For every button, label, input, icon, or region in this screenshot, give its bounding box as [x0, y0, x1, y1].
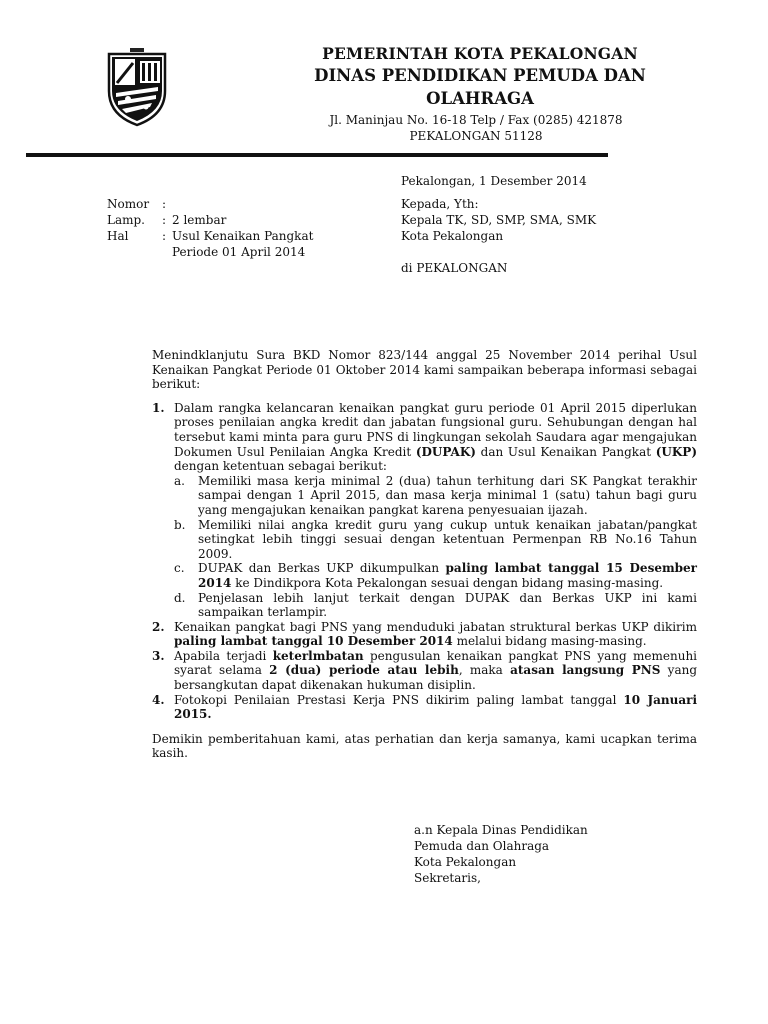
- signature-line: Pemuda dan Olahraga: [414, 839, 550, 853]
- signature-title: Sekretaris,: [414, 871, 481, 885]
- meta-sep: :: [162, 197, 167, 211]
- list-text: [174, 693, 697, 722]
- meta-sep: :: [162, 229, 167, 243]
- sub-text: [198, 561, 697, 590]
- meta-key: Hal: [107, 229, 129, 243]
- sub-text: Memiliki nilai angka kredit guru yang cukup untuk kenaikan jabatan/pangkat setingkat lebih tinggi sesuai dengan ketentuan Permenpan RB No.16 Tahun 2009.: [198, 517, 697, 561]
- sub-text: Memiliki masa kerja minimal 2 (dua) tahun terhitung dari SK Pangkat terakhir sampai dengan 1 April 2015, dan masa kerja minimal 1 (satu) tahun bagi guru yang mengajukan kenaikan pangkat karena penyesuaian ijazah.: [198, 473, 697, 517]
- text-run: DUPAK dan Berkas UKP dikumpulkan: [198, 561, 446, 576]
- agency-name-line2: OLAHRAGA: [426, 89, 534, 108]
- text-run: Kenaikan pangkat bagi PNS yang menduduki jabatan struktural berkas UKP dikirim: [174, 619, 697, 634]
- text-run: ke Dindikpora Kota Pekalongan sesuai dengan bidang masing-masing.: [231, 575, 664, 590]
- letter-body: [152, 348, 697, 761]
- sub-letter: d.: [174, 590, 186, 605]
- numbered-list: [152, 401, 697, 722]
- agency-name-line1: DINAS PENDIDIKAN PEMUDA DAN: [314, 66, 646, 85]
- meta-row-nomor: [107, 196, 313, 212]
- letterhead: [280, 44, 680, 109]
- bold-run: (DUPAK): [415, 444, 476, 459]
- bold-run: 10 Januari 2015.: [174, 692, 697, 722]
- address-street: Jl. Maninjau No. 16-18 Telp / Fax (0285) 421878: [329, 113, 623, 127]
- meta-key: Nomor: [107, 197, 150, 211]
- sub-item: [174, 474, 697, 518]
- list-number: 1.: [152, 400, 165, 415]
- signature-line: Kota Pekalongan: [414, 855, 517, 869]
- list-number: 3.: [152, 648, 165, 663]
- sub-text: Penjelasan lebih lanjut terkait dengan DUPAK dan Berkas UKP ini kami sampaikan terlampir.: [198, 590, 697, 620]
- addressee-location: di PEKALONGAN: [401, 261, 508, 275]
- address-city: PEKALONGAN 51128: [409, 129, 543, 143]
- place-date: Pekalongan, 1 Desember 2014: [401, 174, 587, 188]
- meta-value: 2 lembar: [172, 213, 227, 227]
- meta-row-lamp: [107, 212, 313, 228]
- agency-address: [296, 112, 656, 144]
- signature-line: a.n Kepala Dinas Pendidikan: [414, 823, 588, 837]
- list-text: [174, 401, 697, 620]
- sub-item: [174, 518, 697, 562]
- sub-letter: c.: [174, 561, 185, 576]
- sub-letter: b.: [174, 517, 186, 532]
- list-text: [174, 649, 697, 693]
- text-run: melalui bidang masing-masing.: [452, 634, 647, 649]
- list-item: [152, 693, 697, 722]
- city-emblem-icon: [106, 47, 168, 127]
- text-run: Fotokopi Penilaian Prestasi Kerja PNS dikirim paling lambat tanggal: [174, 692, 624, 707]
- meta-row-hal-cont: [107, 244, 313, 260]
- text-run: dan Usul Kenaikan Pangkat: [475, 444, 656, 459]
- bold-run: (UKP): [655, 444, 697, 459]
- bold-run: 2 (dua) periode atau lebih: [269, 663, 459, 678]
- intro-paragraph: Menindklanjutu Sura BKD Nomor 823/144 anggal 25 November 2014 perihal Usul Kenaikan Pangkat Periode 01 Oktober 2014 kami sampaikan beberapa informasi sebagai berikut:: [152, 348, 697, 392]
- sub-item: [174, 561, 697, 590]
- letter-meta: [107, 196, 313, 260]
- list-item: [152, 401, 697, 620]
- sub-letter: a.: [174, 473, 185, 488]
- text-run: dengan ketentuan sebagai berikut:: [174, 459, 387, 474]
- addressee-recipient: Kepala TK, SD, SMP, SMA, SMK: [401, 213, 597, 227]
- sub-item: [174, 591, 697, 620]
- signature-block: [414, 822, 588, 886]
- closing-paragraph: Demikin pemberitahuan kami, atas perhatian dan kerja samanya, kami ucapkan terima kasih.: [152, 731, 697, 761]
- government-name: PEMERINTAH KOTA PEKALONGAN: [322, 44, 638, 63]
- list-number: 2.: [152, 619, 165, 634]
- addressee: [401, 196, 596, 276]
- bold-run: keterlmbatan: [272, 648, 364, 663]
- meta-key: Lamp.: [107, 213, 145, 227]
- bold-run: paling lambat tanggal 15 Desember 2014: [198, 561, 697, 590]
- list-number: 4.: [152, 692, 165, 707]
- text-run: pengusulan kenaikan pangkat PNS yang memenuhi syarat selama: [174, 648, 698, 678]
- list-item: [152, 620, 697, 649]
- addressee-greeting: Kepada, Yth:: [401, 197, 479, 211]
- meta-value: Usul Kenaikan Pangkat: [172, 229, 314, 243]
- text-run: Apabila terjadi: [174, 648, 273, 663]
- addressee-city: Kota Pekalongan: [401, 229, 504, 243]
- bold-run: paling lambat tanggal 10 Desember 2014: [174, 634, 453, 649]
- list-item: [152, 649, 697, 693]
- letterhead-divider: [26, 153, 608, 157]
- text-run: , maka: [458, 663, 511, 678]
- meta-row-hal: [107, 228, 313, 244]
- meta-sep: :: [162, 213, 167, 227]
- text-run: Dalam rangka kelancaran kenaikan pangkat guru periode 01 April 2015 diperlukan proses penilaian angka kredit dan jabatan fungsional guru. Sehubungan dengan hal tersebut kami minta para guru PNS di lingkungan sekolah Saudara agar mengajukan Dokumen Usul Penilaian Angka Kredit: [174, 400, 697, 459]
- bold-run: atasan langsung PNS: [510, 663, 661, 678]
- meta-value-cont: Periode 01 April 2014: [172, 245, 306, 259]
- text-run: yang bersangkutan dapat dikenakan hukuman disiplin.: [174, 663, 698, 693]
- list-text: [174, 620, 697, 649]
